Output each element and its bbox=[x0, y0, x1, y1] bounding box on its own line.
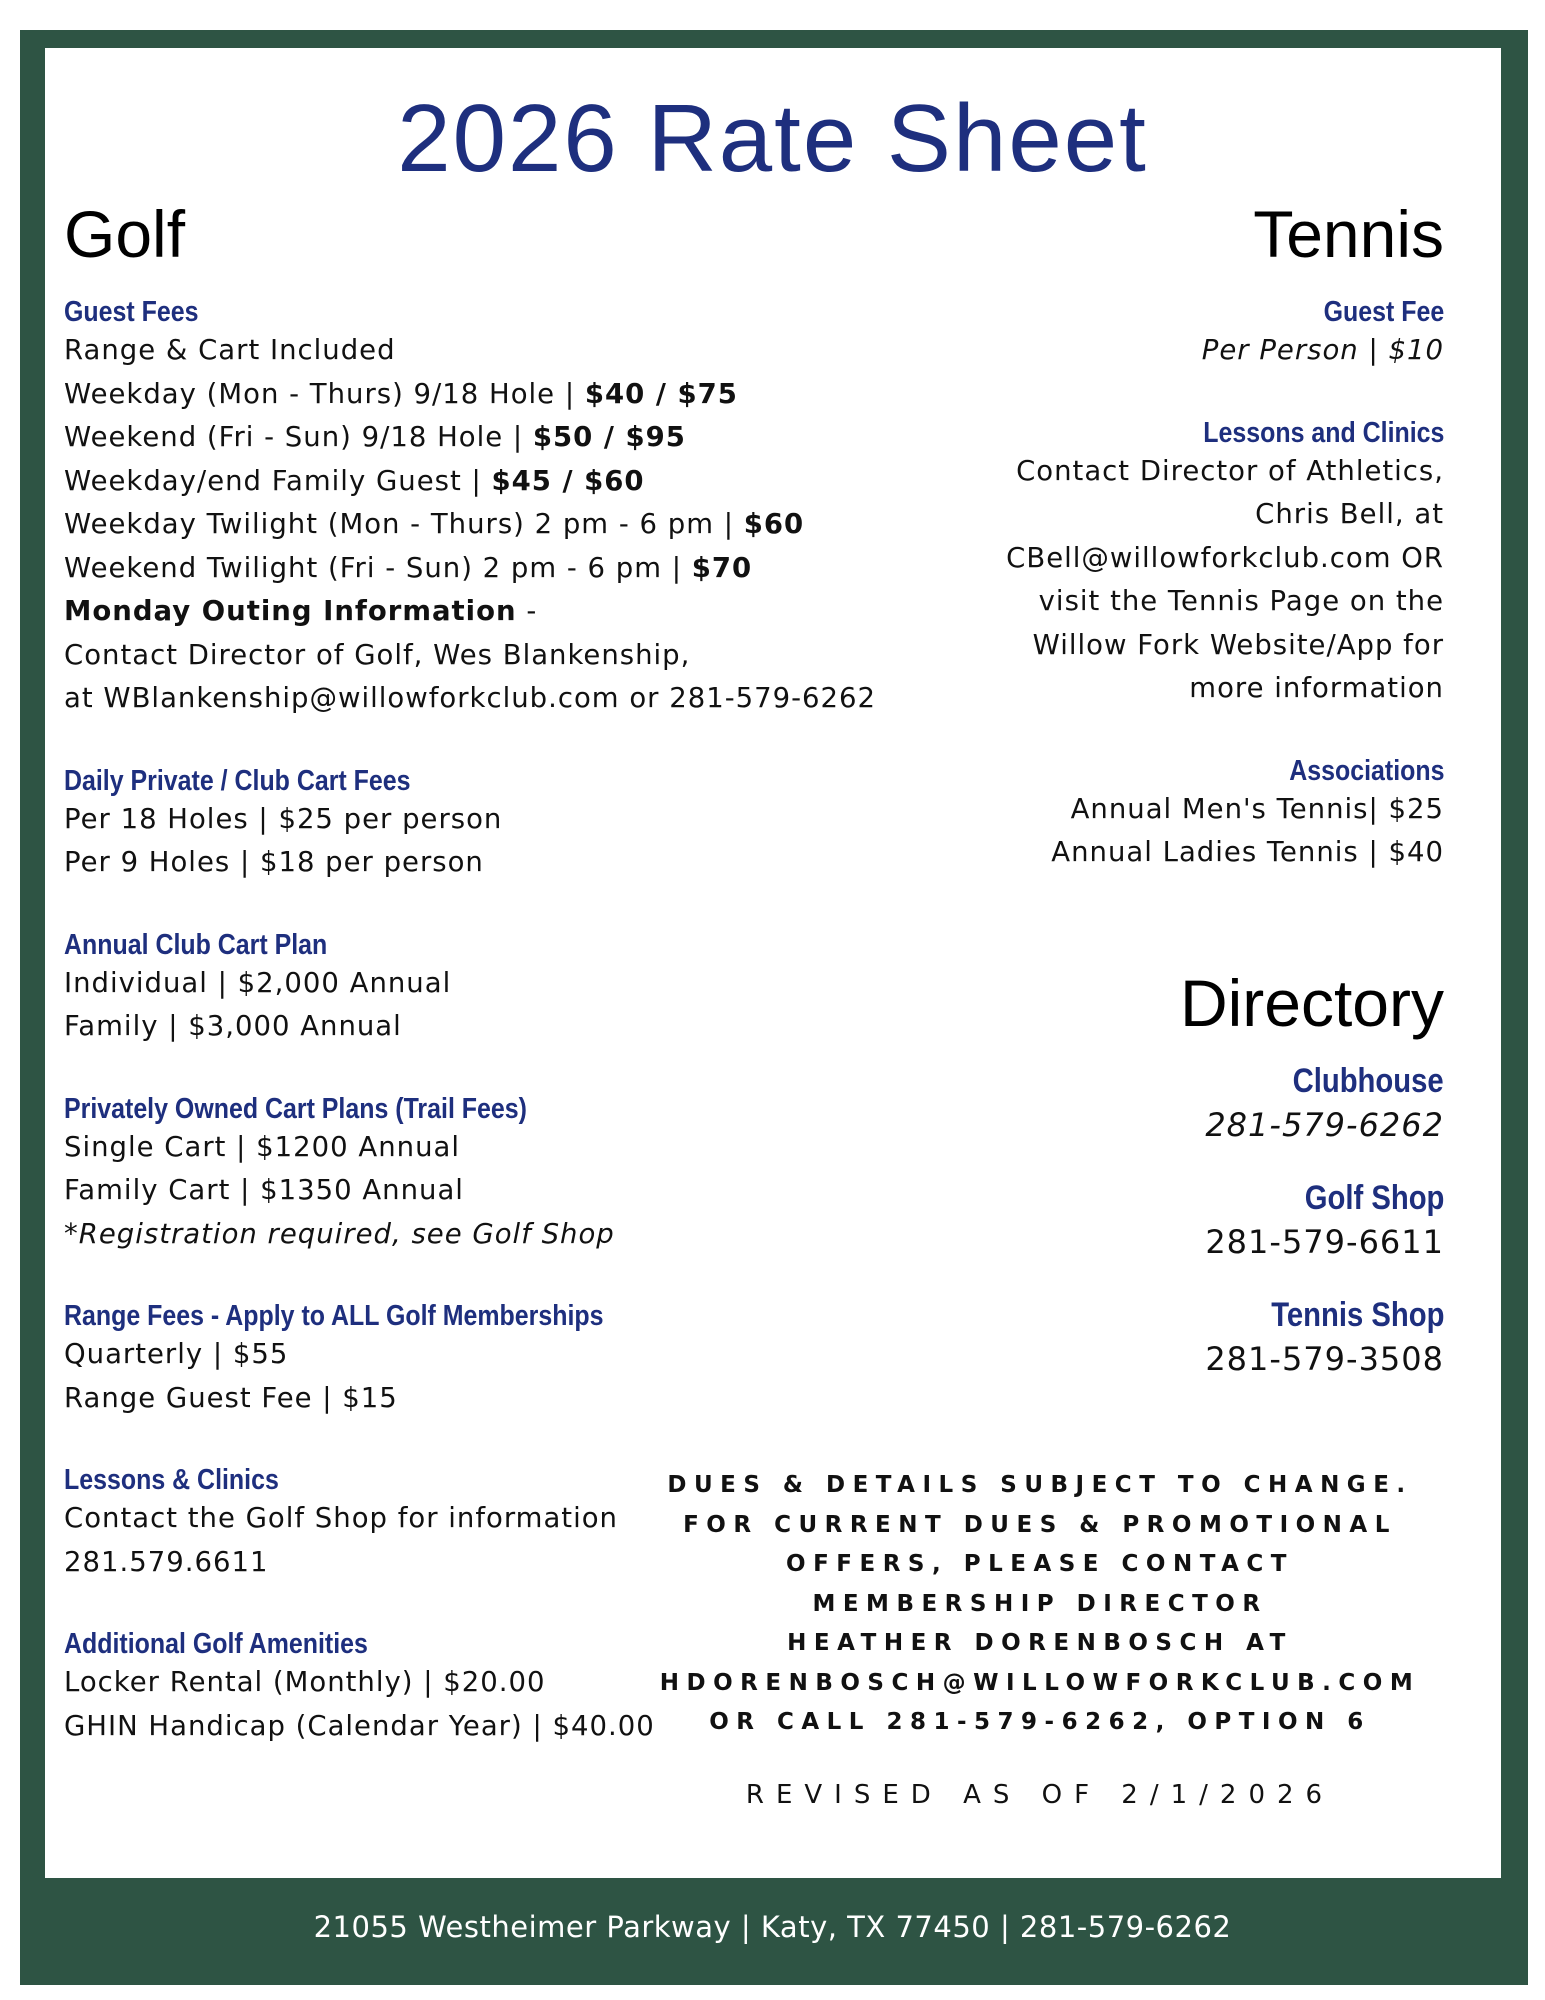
association-line: Annual Ladies Tennis | $40 bbox=[1051, 836, 1444, 868]
dues-notice: DUES & DETAILS SUBJECT TO CHANGE. FOR CURRENT DUES & PROMOTIONAL OFFERS, PLEASE CONTACT MEMBERSHIP DIRECTOR HEATHER DORENBOSCH AT HDORENBOSCH@WILLOWFORKCLUB.COM OR CALL 281-579-6262, OPTION 6 bbox=[640, 1466, 1440, 1743]
registration-note: *Registration required, see Golf Shop bbox=[64, 1217, 615, 1250]
private-cart-line: Family Cart | $1350 Annual bbox=[64, 1174, 464, 1206]
amenity-line: Locker Rental (Monthly) | $20.00 bbox=[64, 1666, 546, 1698]
guest-fee-row: Weekday Twilight (Mon - Thurs) 2 pm - 6 pm | $60 bbox=[64, 508, 805, 540]
page-title: 2026 Rate Sheet bbox=[397, 85, 1148, 192]
outing-contact-line: Contact Director of Golf, Wes Blankenship, bbox=[64, 638, 691, 671]
directory-list bbox=[1205, 1062, 1444, 1383]
tennis-column bbox=[1006, 296, 1444, 875]
association-line: Annual Men's Tennis| $25 bbox=[1070, 792, 1444, 825]
directory-entry-phone[interactable]: 281-579-6262 bbox=[1205, 1106, 1444, 1144]
tennis-lessons-line: Chris Bell, at bbox=[1255, 498, 1444, 530]
golf-lessons-phone: 281.579.6611 bbox=[64, 1545, 269, 1578]
golf-lessons-heading: Lessons & Clinics bbox=[64, 1464, 279, 1496]
guest-fees-range-note: Range & Cart Included bbox=[64, 334, 396, 366]
range-fee-line: Range Guest Fee | $15 bbox=[64, 1381, 398, 1414]
directory-entry-name: Golf Shop bbox=[1304, 1179, 1444, 1217]
associations-heading: Associations bbox=[1288, 754, 1444, 787]
daily-cart-line: Per 18 Holes | $25 per person bbox=[64, 802, 503, 835]
range-fees-heading: Range Fees - Apply to ALL Golf Memberships bbox=[64, 1300, 604, 1332]
tennis-lessons-line: more information bbox=[1189, 672, 1444, 704]
private-cart-heading: Privately Owned Cart Plans (Trail Fees) bbox=[64, 1092, 527, 1125]
directory-entry-name: Tennis Shop bbox=[1270, 1296, 1444, 1334]
annual-cart-line: Family | $3,000 Annual bbox=[64, 1010, 402, 1042]
private-cart-line: Single Cart | $1200 Annual bbox=[64, 1130, 460, 1163]
directory-entry-phone[interactable]: 281-579-6611 bbox=[1205, 1223, 1444, 1261]
tennis-lessons-line: Willow Fork Website/App for bbox=[1032, 628, 1444, 661]
guest-fee-row: Weekend (Fri - Sun) 9/18 Hole | $50 / $95 bbox=[64, 421, 686, 453]
guest-fee-row: Weekend Twilight (Fri - Sun) 2 pm - 6 pm | $70 bbox=[64, 551, 753, 584]
tennis-heading: Tennis bbox=[1253, 197, 1444, 271]
directory-entry-phone[interactable]: 281-579-3508 bbox=[1205, 1340, 1444, 1378]
annual-cart-heading: Annual Club Cart Plan bbox=[64, 928, 328, 961]
tennis-lessons-line: visit the Tennis Page on the bbox=[1038, 585, 1444, 617]
amenities-heading: Additional Golf Amenities bbox=[64, 1628, 368, 1660]
daily-cart-line: Per 9 Holes | $18 per person bbox=[64, 846, 484, 878]
guest-fee-row: Weekday (Mon - Thurs) 9/18 Hole | $40 / $75 bbox=[64, 377, 738, 410]
notice-email[interactable]: HDORENBOSCH@WILLOWFORKCLUB.COM bbox=[659, 1669, 1421, 1696]
monday-outing-line: Monday Outing Information - bbox=[64, 595, 538, 627]
tennis-lessons-line: Contact Director of Athletics, bbox=[1016, 454, 1444, 487]
directory-entry-name: Clubhouse bbox=[1292, 1062, 1444, 1100]
outing-contact-email[interactable]: at WBlankenship@willowforkclub.com or 281-579-6262 bbox=[64, 682, 877, 714]
range-fee-line: Quarterly | $55 bbox=[64, 1338, 289, 1370]
tennis-lessons-heading: Lessons and Clinics bbox=[1202, 416, 1444, 449]
golf-lessons-line: Contact the Golf Shop for information bbox=[64, 1502, 618, 1534]
daily-cart-heading: Daily Private / Club Cart Fees bbox=[64, 764, 411, 797]
amenity-line: GHIN Handicap (Calendar Year) | $40.00 bbox=[64, 1709, 655, 1742]
tennis-guest-fee-line: Per Person | $10 bbox=[1201, 334, 1444, 366]
tennis-lessons-email[interactable]: CBell@willowforkclub.com OR bbox=[1006, 541, 1444, 574]
guest-fees-heading: Guest Fees bbox=[64, 296, 199, 328]
directory-heading: Directory bbox=[1179, 966, 1444, 1040]
footer-address: 21055 Westheimer Parkway | Katy, TX 77450 | 281-579-6262 bbox=[313, 1910, 1232, 1944]
tennis-guest-fee-heading: Guest Fee bbox=[1323, 296, 1444, 328]
annual-cart-line: Individual | $2,000 Annual bbox=[64, 966, 452, 999]
revised-date: REVISED AS OF 2/1/2026 bbox=[745, 1780, 1335, 1810]
guest-fee-row: Weekday/end Family Guest | $45 / $60 bbox=[64, 464, 645, 497]
golf-heading: Golf bbox=[64, 197, 186, 271]
